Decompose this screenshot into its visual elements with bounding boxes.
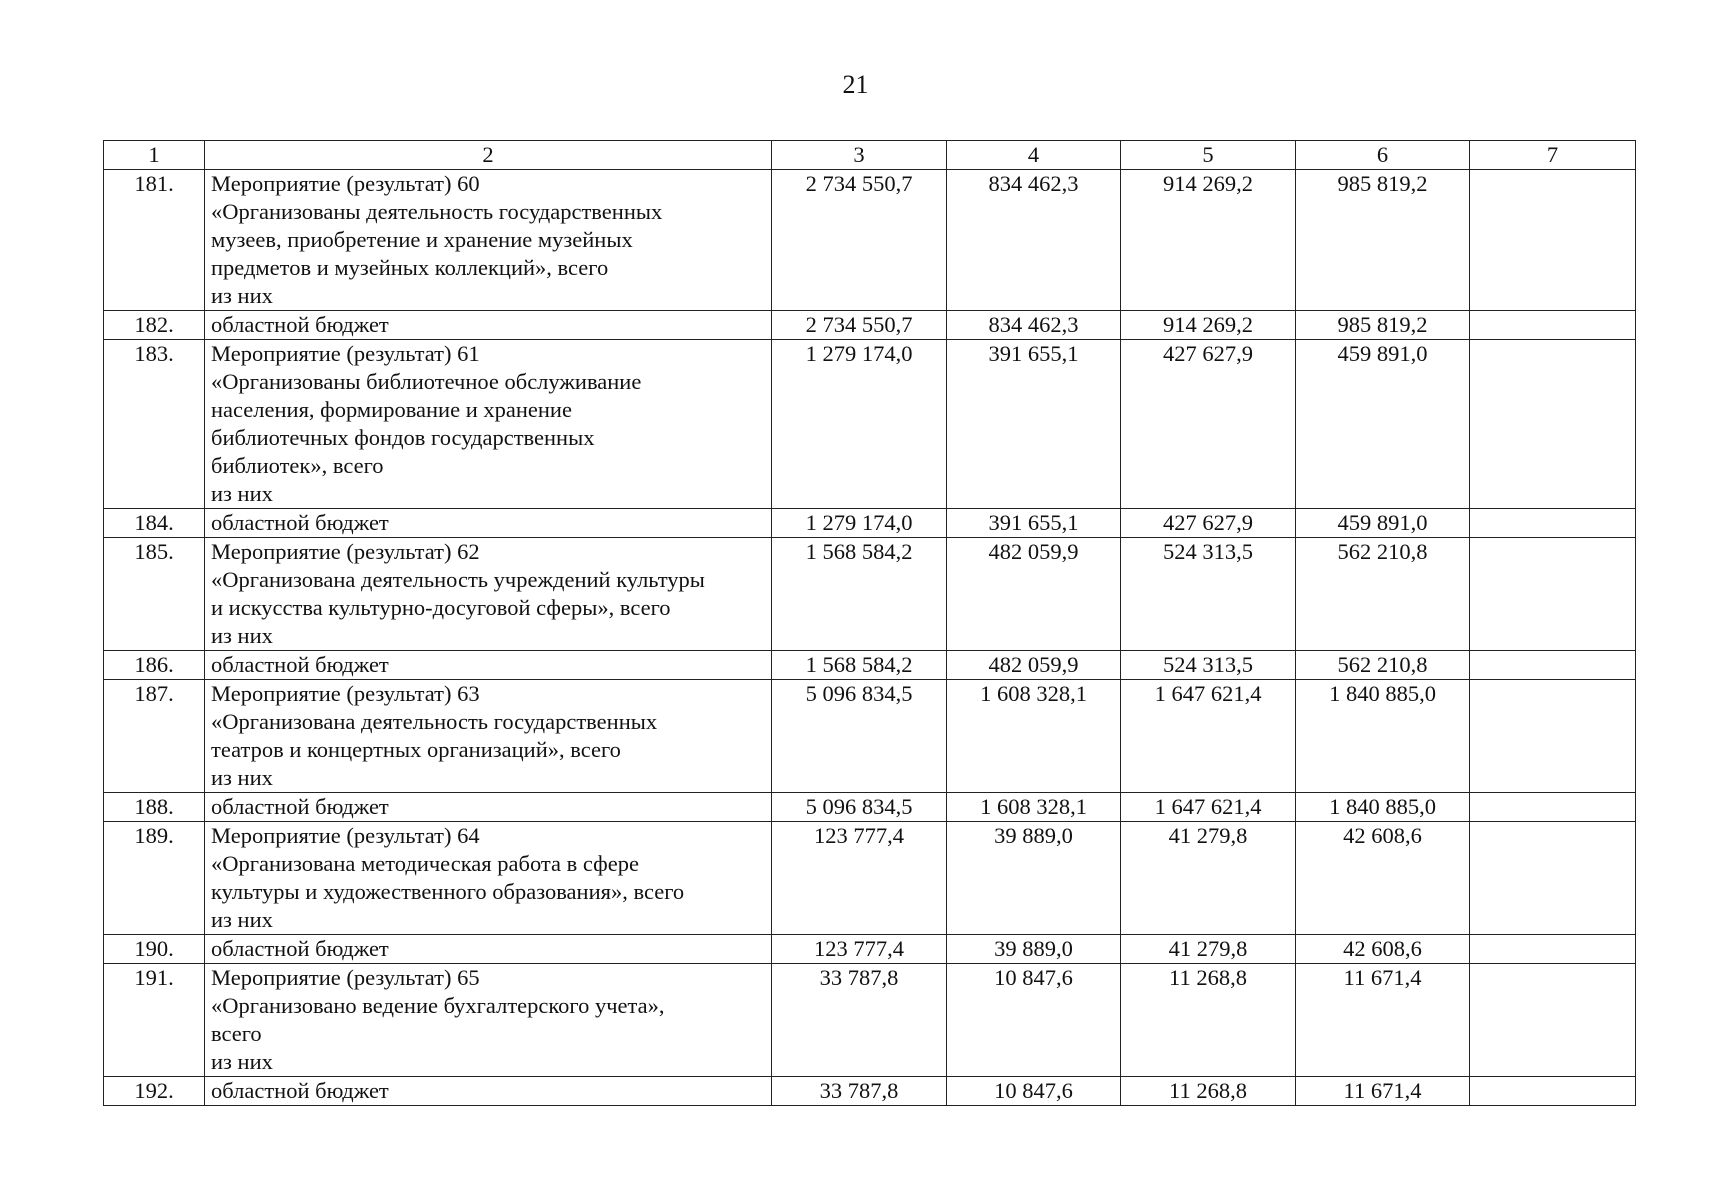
row-number: 184. bbox=[104, 509, 205, 538]
value-cell-c6: 42 608,6 bbox=[1296, 822, 1470, 935]
value-cell-c5: 41 279,8 bbox=[1121, 935, 1296, 964]
table-body bbox=[104, 170, 1636, 1106]
value-cell-c5: 41 279,8 bbox=[1121, 822, 1296, 935]
table-row bbox=[104, 509, 1636, 538]
value-cell-c3: 123 777,4 bbox=[772, 822, 947, 935]
column-header-4: 4 bbox=[947, 141, 1121, 170]
value-cell-c5: 914 269,2 bbox=[1121, 311, 1296, 340]
value-cell-c6: 11 671,4 bbox=[1296, 1077, 1470, 1106]
value-cell-c6: 562 210,8 bbox=[1296, 651, 1470, 680]
value-cell-c7 bbox=[1470, 935, 1636, 964]
table-row bbox=[104, 1077, 1636, 1106]
row-description bbox=[205, 538, 772, 651]
description-line: областной бюджет bbox=[211, 936, 389, 961]
table-row bbox=[104, 935, 1636, 964]
value-cell-c6: 562 210,8 bbox=[1296, 538, 1470, 651]
column-header-6: 6 bbox=[1296, 141, 1470, 170]
value-cell-c7 bbox=[1470, 311, 1636, 340]
value-cell-c7 bbox=[1470, 680, 1636, 793]
row-number: 181. bbox=[104, 170, 205, 311]
value-cell-c3: 33 787,8 bbox=[772, 1077, 947, 1106]
description-line: Мероприятие (результат) 64 bbox=[211, 823, 480, 848]
value-cell-c3: 33 787,8 bbox=[772, 964, 947, 1077]
row-description bbox=[205, 311, 772, 340]
row-number: 191. bbox=[104, 964, 205, 1077]
value-cell-c5: 1 647 621,4 bbox=[1121, 793, 1296, 822]
value-cell-c3: 1 279 174,0 bbox=[772, 509, 947, 538]
value-cell-c5: 427 627,9 bbox=[1121, 340, 1296, 509]
description-line: Мероприятие (результат) 60 bbox=[211, 171, 480, 196]
description-line: всего bbox=[211, 1021, 262, 1046]
description-line: областной бюджет bbox=[211, 312, 389, 337]
row-number: 182. bbox=[104, 311, 205, 340]
value-cell-c5: 427 627,9 bbox=[1121, 509, 1296, 538]
row-number: 192. bbox=[104, 1077, 205, 1106]
table-row bbox=[104, 822, 1636, 935]
table-row bbox=[104, 680, 1636, 793]
row-description bbox=[205, 822, 772, 935]
value-cell-c7 bbox=[1470, 340, 1636, 509]
value-cell-c3: 5 096 834,5 bbox=[772, 793, 947, 822]
row-number: 183. bbox=[104, 340, 205, 509]
value-cell-c6: 459 891,0 bbox=[1296, 509, 1470, 538]
table-row bbox=[104, 170, 1636, 311]
value-cell-c4: 10 847,6 bbox=[947, 1077, 1121, 1106]
table-row bbox=[104, 651, 1636, 680]
value-cell-c4: 482 059,9 bbox=[947, 651, 1121, 680]
row-description bbox=[205, 935, 772, 964]
value-cell-c7 bbox=[1470, 822, 1636, 935]
value-cell-c5: 524 313,5 bbox=[1121, 538, 1296, 651]
value-cell-c3: 2 734 550,7 bbox=[772, 311, 947, 340]
column-header-1: 1 bbox=[104, 141, 205, 170]
value-cell-c4: 391 655,1 bbox=[947, 509, 1121, 538]
description-line: областной бюджет bbox=[211, 1078, 389, 1103]
value-cell-c6: 42 608,6 bbox=[1296, 935, 1470, 964]
table-row bbox=[104, 340, 1636, 509]
row-number: 187. bbox=[104, 680, 205, 793]
column-header-7: 7 bbox=[1470, 141, 1636, 170]
row-description bbox=[205, 1077, 772, 1106]
description-line: предметов и музейных коллекций», всего bbox=[211, 255, 609, 280]
value-cell-c4: 10 847,6 bbox=[947, 964, 1121, 1077]
column-header-3: 3 bbox=[772, 141, 947, 170]
description-line: «Организована деятельность учреждений культуры bbox=[211, 567, 705, 592]
header-row bbox=[104, 141, 1636, 170]
description-line: областной бюджет bbox=[211, 510, 389, 535]
row-description bbox=[205, 170, 772, 311]
row-number: 190. bbox=[104, 935, 205, 964]
description-line: областной бюджет bbox=[211, 794, 389, 819]
value-cell-c3: 5 096 834,5 bbox=[772, 680, 947, 793]
value-cell-c3: 1 568 584,2 bbox=[772, 538, 947, 651]
value-cell-c4: 1 608 328,1 bbox=[947, 680, 1121, 793]
description-line: библиотечных фондов государственных bbox=[211, 425, 595, 450]
value-cell-c7 bbox=[1470, 964, 1636, 1077]
value-cell-c6: 1 840 885,0 bbox=[1296, 793, 1470, 822]
row-number: 186. bbox=[104, 651, 205, 680]
value-cell-c5: 11 268,8 bbox=[1121, 964, 1296, 1077]
description-line: «Организована методическая работа в сфере bbox=[211, 851, 639, 876]
value-cell-c5: 914 269,2 bbox=[1121, 170, 1296, 311]
description-line: Мероприятие (результат) 61 bbox=[211, 341, 480, 366]
row-description bbox=[205, 793, 772, 822]
page-number: 21 bbox=[842, 70, 869, 99]
description-line: населения, формирование и хранение bbox=[211, 397, 572, 422]
description-line: культуры и художественного образования», всего bbox=[211, 879, 685, 904]
row-number: 189. bbox=[104, 822, 205, 935]
row-description bbox=[205, 651, 772, 680]
row-number: 185. bbox=[104, 538, 205, 651]
description-line: из них bbox=[211, 907, 273, 932]
value-cell-c3: 1 568 584,2 bbox=[772, 651, 947, 680]
column-header-2: 2 bbox=[205, 141, 772, 170]
row-number: 188. bbox=[104, 793, 205, 822]
value-cell-c4: 39 889,0 bbox=[947, 822, 1121, 935]
value-cell-c4: 482 059,9 bbox=[947, 538, 1121, 651]
description-line: Мероприятие (результат) 63 bbox=[211, 681, 480, 706]
value-cell-c4: 391 655,1 bbox=[947, 340, 1121, 509]
description-line: из них bbox=[211, 1049, 273, 1074]
table-row bbox=[104, 964, 1636, 1077]
row-description bbox=[205, 340, 772, 509]
description-line: библиотек», всего bbox=[211, 453, 384, 478]
value-cell-c6: 459 891,0 bbox=[1296, 340, 1470, 509]
description-line: «Организованы библиотечное обслуживание bbox=[211, 369, 642, 394]
description-line: областной бюджет bbox=[211, 652, 389, 677]
value-cell-c7 bbox=[1470, 793, 1636, 822]
description-line: Мероприятие (результат) 65 bbox=[211, 965, 480, 990]
value-cell-c6: 11 671,4 bbox=[1296, 964, 1470, 1077]
value-cell-c3: 1 279 174,0 bbox=[772, 340, 947, 509]
value-cell-c4: 834 462,3 bbox=[947, 311, 1121, 340]
value-cell-c5: 11 268,8 bbox=[1121, 1077, 1296, 1106]
value-cell-c4: 39 889,0 bbox=[947, 935, 1121, 964]
row-description bbox=[205, 680, 772, 793]
description-line: из них bbox=[211, 283, 273, 308]
description-line: из них bbox=[211, 623, 273, 648]
value-cell-c5: 1 647 621,4 bbox=[1121, 680, 1296, 793]
value-cell-c7 bbox=[1470, 651, 1636, 680]
table-row bbox=[104, 793, 1636, 822]
value-cell-c3: 2 734 550,7 bbox=[772, 170, 947, 311]
table-row bbox=[104, 538, 1636, 651]
description-line: из них bbox=[211, 481, 273, 506]
description-line: театров и концертных организаций», всего bbox=[211, 737, 621, 762]
value-cell-c5: 524 313,5 bbox=[1121, 651, 1296, 680]
table-row bbox=[104, 311, 1636, 340]
row-description bbox=[205, 509, 772, 538]
description-line: и искусства культурно-досуговой сферы», всего bbox=[211, 595, 671, 620]
column-header-5: 5 bbox=[1121, 141, 1296, 170]
description-line: «Организованы деятельность государственных bbox=[211, 199, 663, 224]
description-line: из них bbox=[211, 765, 273, 790]
value-cell-c7 bbox=[1470, 1077, 1636, 1106]
value-cell-c7 bbox=[1470, 509, 1636, 538]
description-line: «Организовано ведение бухгалтерского учета», bbox=[211, 993, 665, 1018]
value-cell-c6: 985 819,2 bbox=[1296, 170, 1470, 311]
value-cell-c7 bbox=[1470, 538, 1636, 651]
value-cell-c3: 123 777,4 bbox=[772, 935, 947, 964]
budget-table bbox=[103, 140, 1636, 1106]
description-line: «Организована деятельность государственных bbox=[211, 709, 658, 734]
row-description bbox=[205, 964, 772, 1077]
value-cell-c4: 834 462,3 bbox=[947, 170, 1121, 311]
value-cell-c6: 985 819,2 bbox=[1296, 311, 1470, 340]
description-line: Мероприятие (результат) 62 bbox=[211, 539, 480, 564]
description-line: музеев, приобретение и хранение музейных bbox=[211, 227, 633, 252]
value-cell-c7 bbox=[1470, 170, 1636, 311]
value-cell-c4: 1 608 328,1 bbox=[947, 793, 1121, 822]
value-cell-c6: 1 840 885,0 bbox=[1296, 680, 1470, 793]
